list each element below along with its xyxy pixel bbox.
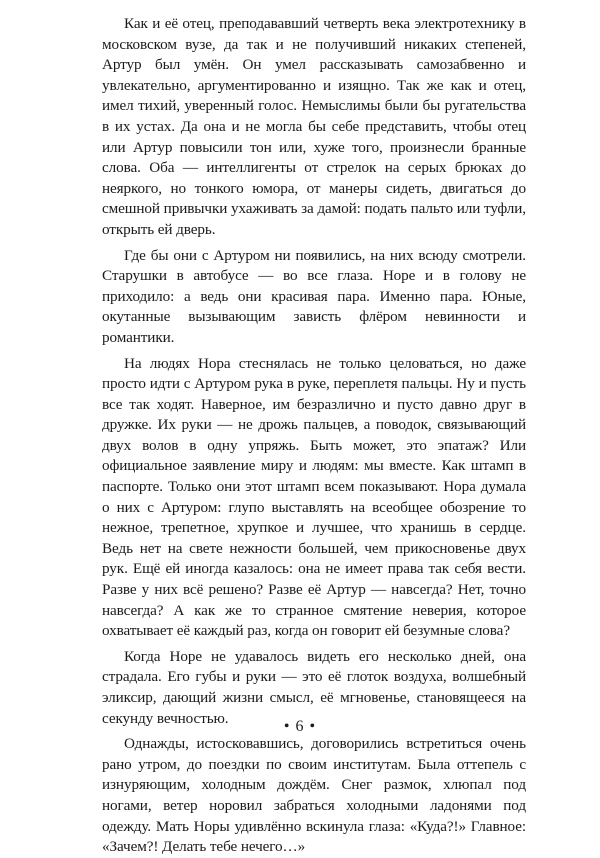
paragraph-5: Однажды, истосковавшись, договорились встретиться очень рано утром, до поездки по своим институтам. Была оттепель с изнуряющим, холодным дождём. Снег размок, хлюпал под ногами, ветер норовил забраться холодными ладонями под одежду. Мать Норы удивлённо вскинула глаза: «Куда?!» Главное: «Зачем?! Делать тебе нечего…» xyxy=(102,735,526,856)
book-page xyxy=(102,14,526,856)
paragraph-2: Где бы они с Артуром ни появились, на них всюду смотрели. Старушки в автобусе — во все глаза. Норе и в голову не приходило: а ведь они красивая пара. Именно пара. Юные, окутанные вызывающим зависть флёром невинности и романтики. xyxy=(102,246,526,346)
paragraph-4: Когда Норе не удавалось видеть его несколько дней, она страдала. Его губы и руки — это её глоток воздуха, волшебный эликсир, дающий жизни смысл, её мгновенье, становящееся на секунду вечностью. xyxy=(102,647,526,727)
paragraph-1: Как и её отец, преподававший четверть века электротехнику в московском вузе, да так и не получивший никаких степеней, Артур был умён. Он умел рассказывать самозабвенно и увлекательно, аргументированно и изящно. Так же как и отец, имел тихий, уверенный голос. Немыслимы были бы ругательства в их устах. Да она и не могла бы себе представить, чтобы отец или Артур повысили тон или, хуже того, произнесли бранные слова. Оба — интеллигенты от стрелок на серых брюках до неяркого, но тонкого юмора, от манеры сидеть, двигаться до смешной привычки ухаживать за дамой: подать пальто или туфли, открыть ей дверь. xyxy=(102,15,526,238)
paragraph-3: На людях Нора стеснялась не только целоваться, но даже просто идти с Артуром рука в руке, переплетя пальцы. Ну и пусть все так ходят. Наверное, им безразлично и пусто давно друг в дружке. Их руки — не дрожь пальцев, а поводок, связывающий двух волов в одну упряжь. Быть может, это эпатаж? Или официальное заявление миру и людям: мы вместе. Как штамп в паспорте. Только они этот штамп всем показывают. Нора думала о них с Артуром: глупо выставлять на всеобщее обозрение то нежное, трепетное, хрупкое и лучшее, что хранишь в сердце. Ведь нет на свете нежности большей, чем прикосновенье двух рук. Ещё ей иногда казалось: она не имеет права так себя вести. Разве у них всё решено? Разве её Артур — навсегда? Нет, точно навсегда? А как же то странное смятение неверия, которое охватывает её каждый раз, когда он говорит ей безумные слова? xyxy=(102,354,526,640)
page-number: • 6 • xyxy=(283,718,317,735)
